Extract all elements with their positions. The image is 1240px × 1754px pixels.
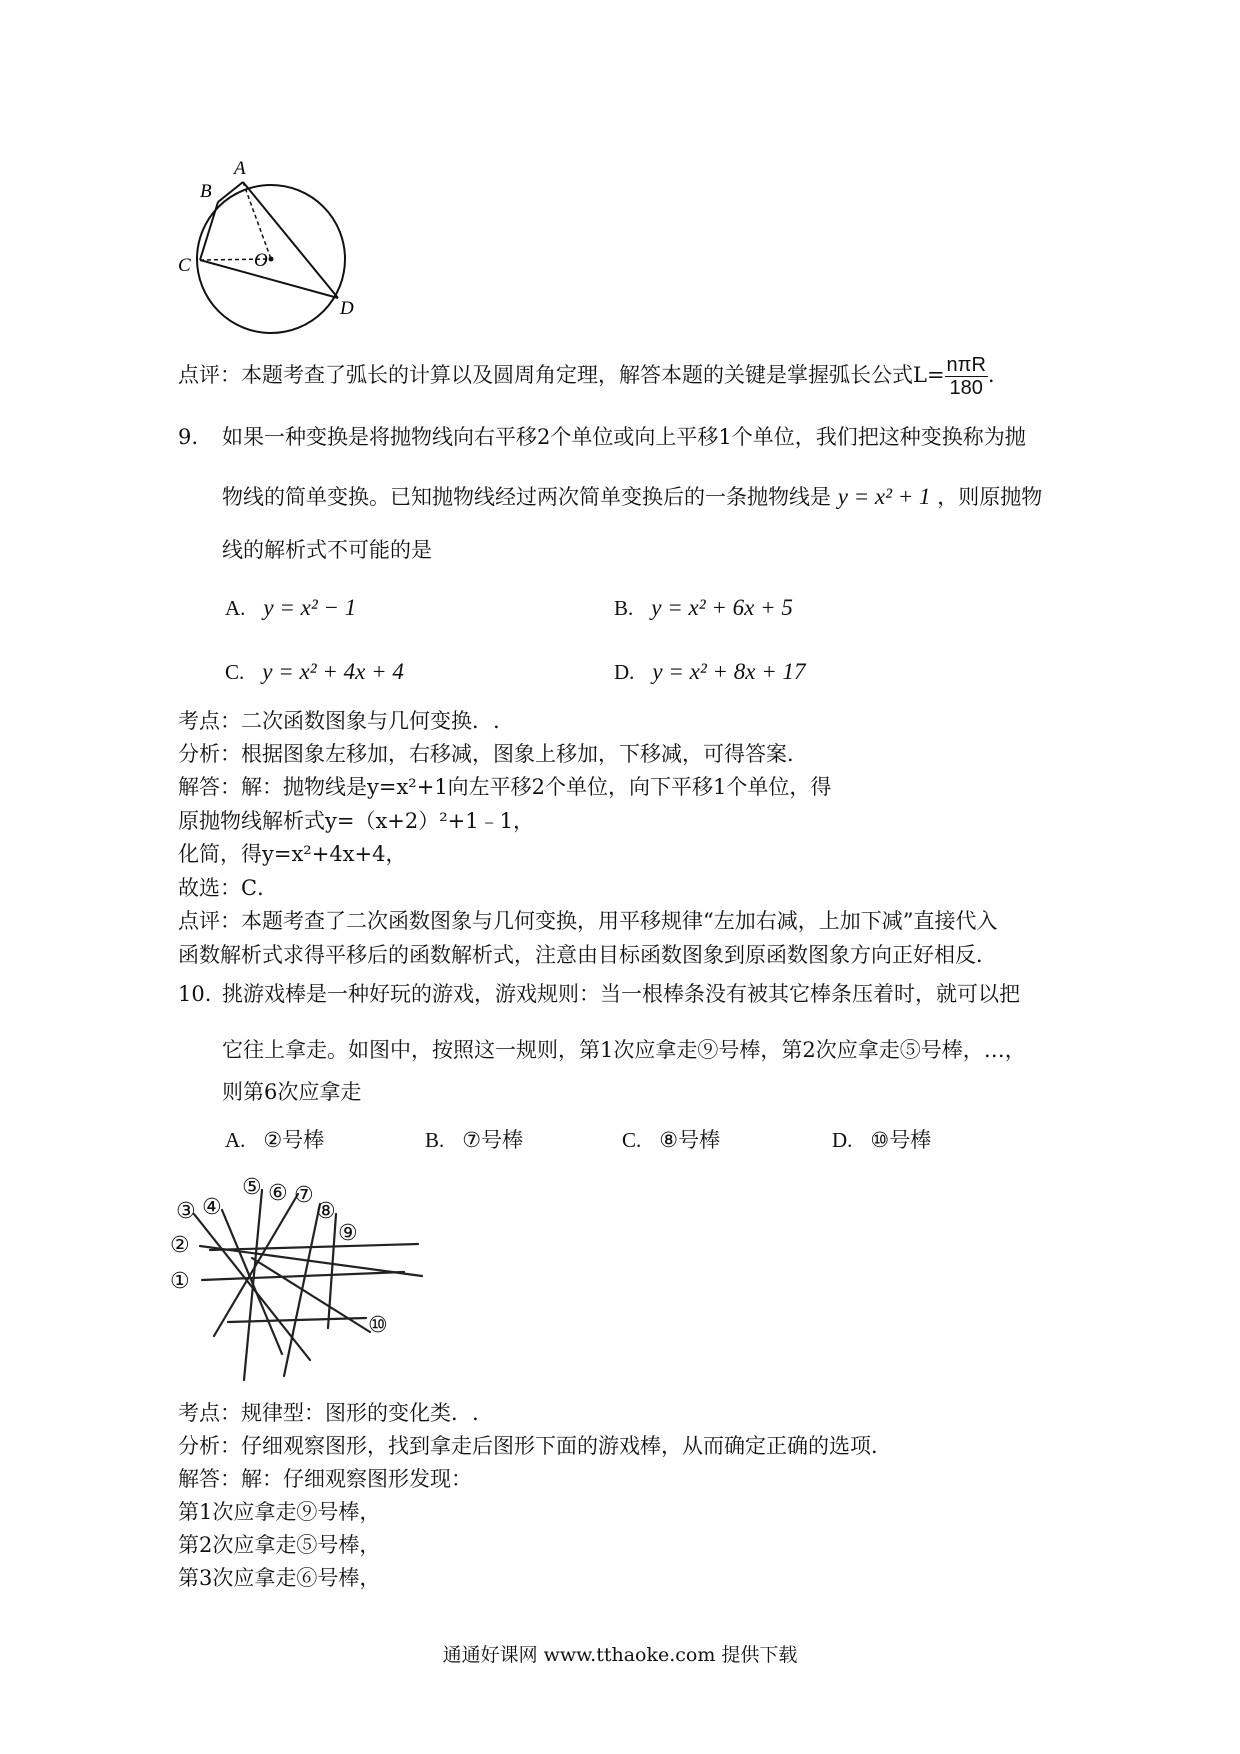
stick-label-1: ①	[170, 1269, 190, 1294]
stick-label-7: ⑦	[294, 1183, 314, 1208]
q10-option-b[interactable]	[425, 1125, 523, 1155]
q10-option-d[interactable]	[832, 1125, 931, 1155]
q9-line1: 如果一种变换是将抛物线向右平移2个单位或向上平移1个单位，我们把这种变换称为抛	[222, 425, 1026, 449]
chord-ad	[243, 182, 338, 298]
label-b: B	[200, 181, 212, 202]
q9-number: 9.	[178, 425, 199, 449]
option-formula: y = x² − 1	[263, 595, 357, 620]
option-text: ⑦号棒	[462, 1128, 524, 1152]
label-d: D	[340, 298, 354, 319]
option-formula: y = x² + 6x + 5	[651, 595, 793, 620]
option-formula: y = x² + 4x + 4	[262, 659, 404, 684]
q10-fenxi: 分析：仔细观察图形，找到拿走后图形下面的游戏棒，从而确定正确的选项．	[178, 1434, 892, 1458]
option-letter: D.	[832, 1128, 853, 1152]
stick-1	[202, 1272, 404, 1280]
stick-label-5: ⑤	[242, 1175, 262, 1200]
stick-label-9: ⑨	[338, 1221, 358, 1246]
q9-line3: 线的解析式不可能的是	[222, 538, 432, 562]
stick-label-8: ⑧	[316, 1199, 336, 1224]
option-letter: A.	[225, 596, 246, 620]
stick-6	[214, 1194, 298, 1336]
option-text: ⑩号棒	[870, 1128, 932, 1152]
option-letter: C.	[622, 1128, 642, 1152]
q9-line2-a: 物线的简单变换。已知抛物线经过两次简单变换后的一条抛物线是	[222, 485, 831, 509]
circle-figure	[170, 150, 370, 340]
q10-line3: 则第6次应拿走	[222, 1080, 362, 1104]
q10-jieda-1: 解答：解：仔细观察图形发现：	[178, 1467, 472, 1491]
stick-label-6: ⑥	[268, 1181, 288, 1206]
q9-jieda-1: 解答：解：抛物线是y=x²+1向左平移2个单位，向下平移1个单位，得	[178, 775, 832, 799]
q9-line2-b: ，则原抛物	[937, 485, 1043, 509]
q10-option-a[interactable]	[225, 1125, 324, 1155]
q9-option-b[interactable]	[614, 593, 793, 623]
stick-label-4: ④	[202, 1195, 222, 1220]
q10-line1: 挑游戏棒是一种好玩的游戏，游戏规则：当一根棒条没有被其它棒条压着时，就可以把	[222, 982, 1020, 1006]
q9-target-formula: y = x² + 1	[837, 484, 931, 509]
stick-label-3: ③	[176, 1199, 196, 1224]
comment-8-suffix: .	[987, 363, 995, 387]
radius-oa	[243, 182, 271, 259]
sticks-figure	[170, 1168, 460, 1390]
comment-8-text: 点评：本题考查了弧长的计算以及圆周角定理，解答本题的关键是掌握弧长公式L=	[178, 363, 945, 387]
stick-5	[244, 1190, 262, 1380]
q9-dianping-1: 点评：本题考查了二次函数图象与几何变换，用平移规律“左加右减，上加下减”直接代入	[178, 909, 998, 933]
fraction-numerator: nπR	[946, 354, 986, 376]
q10-step-2: 第2次应拿走⑤号棒，	[178, 1533, 381, 1557]
option-text: ⑧号棒	[659, 1128, 721, 1152]
option-letter: B.	[425, 1128, 445, 1152]
page-footer: 通通好课网 www.tthaoke.com 提供下载	[442, 1644, 798, 1666]
q9-dianping-2: 函数解析式求得平移后的函数解析式，注意由目标函数图象到原函数图象方向正好相反．	[178, 943, 997, 967]
stick-4	[222, 1210, 282, 1354]
center-dot	[269, 257, 274, 262]
stick-label-10: ⑩	[368, 1313, 388, 1338]
comment-8	[178, 354, 995, 399]
q9-line2	[222, 482, 1042, 512]
q10-number: 10.	[178, 982, 212, 1006]
option-formula: y = x² + 8x + 17	[652, 659, 806, 684]
q10-kaodian: 考点：规律型：图形的变化类．.	[178, 1401, 479, 1425]
arc-length-fraction	[945, 354, 988, 399]
label-a: A	[234, 158, 246, 179]
q10-step-1: 第1次应拿走⑨号棒，	[178, 1500, 381, 1524]
q9-jieda-4: 故选：C．	[178, 876, 279, 900]
chord-cd	[200, 260, 338, 298]
fraction-denominator: 180	[949, 377, 983, 399]
option-letter: B.	[614, 596, 634, 620]
stick-9	[210, 1244, 418, 1250]
stick-label-2: ②	[170, 1233, 190, 1258]
q9-option-a[interactable]	[225, 593, 356, 623]
q9-option-c[interactable]	[225, 657, 404, 687]
q9-kaodian: 考点：二次函数图象与几何变换．.	[178, 709, 500, 733]
q9-fenxi: 分析：根据图象左移加，右移减，图象上移加，下移减，可得答案．	[178, 742, 808, 766]
q10-line2: 它往上拿走。如图中，按照这一规则，第1次应拿走⑨号棒，第2次应拿走⑤号棒，…，	[222, 1038, 1026, 1062]
q9-jieda-2: 原抛物线解析式y=（x+2）²+1﹣1，	[178, 809, 534, 833]
option-letter: A.	[225, 1128, 246, 1152]
option-letter: C.	[225, 660, 245, 684]
label-c: C	[178, 255, 191, 276]
q9-jieda-3: 化简，得y=x²+4x+4，	[178, 842, 407, 866]
q10-option-c[interactable]	[622, 1125, 720, 1155]
q9-option-d[interactable]	[614, 657, 806, 687]
q10-step-3: 第3次应拿走⑥号棒，	[178, 1566, 381, 1590]
label-o: O	[254, 250, 268, 271]
option-letter: D.	[614, 660, 635, 684]
option-text: ②号棒	[263, 1128, 325, 1152]
